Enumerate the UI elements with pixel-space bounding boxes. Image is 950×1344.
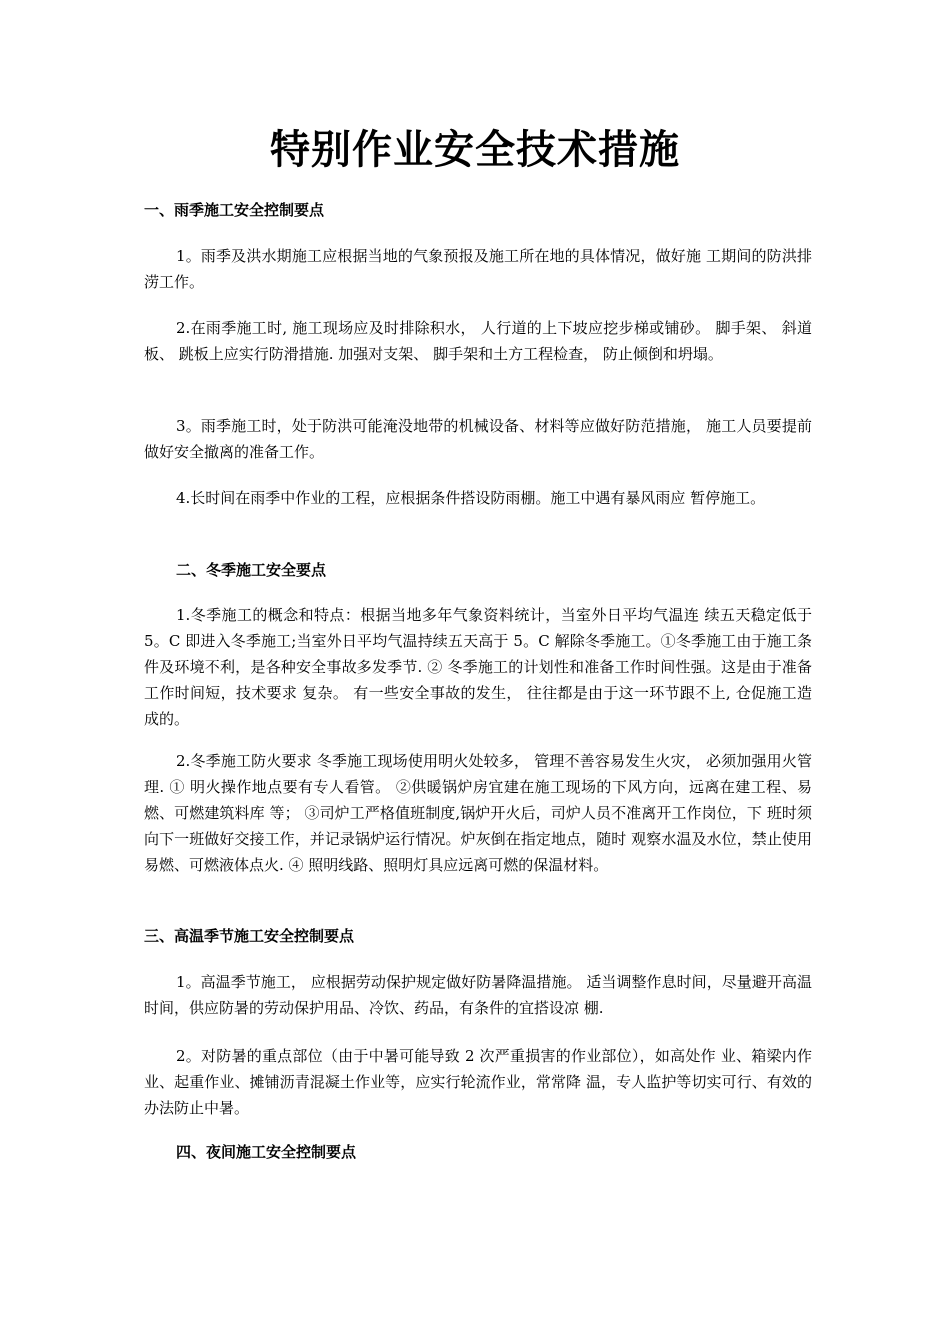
document-title: 特别作业安全技术措施 [270,127,680,173]
paragraph-winter-2: 2.冬季施工防火要求 冬季施工现场使用明火处较多， 管理不善容易发生火灾， 必须加强用火管理. ① 明火操作地点要有专人看管。 ②供暖锅炉房宜建在施工现场的下风方向，远离在建工程、易燃、可燃建筑料库 等； ③司炉工严格值班制度,锅炉开火后，司炉人员不准离开工作岗位，下 班时须向下一班做好交接工作，并记录锅炉运行情况。炉灰倒在指定地点，随时 观察水温及水位，禁止使用易燃、可燃液体点火. ④ 照明线路、照明灯具应远离可燃的保温材料。 [144,752,812,874]
section-heading-winter: 二、冬季施工安全要点 [176,561,327,579]
paragraph-heat-2: 2。对防暑的重点部位（由于中暑可能导致 2 次严重损害的作业部位），如高处作 业、箱梁内作业、起重作业、摊铺沥青混凝土作业等，应实行轮流作业，常常降 温，专人监护等切实可行、有效的办法防止中暑。 [144,1047,812,1117]
section-heading-high-temperature: 三、高温季节施工安全控制要点 [144,927,355,945]
paragraph-rainy-4: 4.长时间在雨季中作业的工程，应根据条件搭设防雨棚。施工中遇有暴风雨应 暂停施工。 [176,489,766,507]
paragraph-heat-1: 1。高温季节施工， 应根据劳动保护规定做好防暑降温措施。 适当调整作息时间，尽量避开高温时间，供应防暑的劳动保护用品、冷饮、药品，有条件的宜搭设凉 棚. [144,973,812,1017]
paragraph-winter-1: 1.冬季施工的概念和特点：根据当地多年气象资料统计，当室外日平均气温连 续五天稳定低于 5。C 即进入冬季施工;当室外日平均气温持续五天高于 5。C 解除冬季施工。①冬季施工由于施工条件及环境不利，是各种安全事故多发季节. ② 冬季施工的计划性和准备工作时间性强。这是由于准备工作时间短，技术要求 复杂。 有一些安全事故的发生， 往往都是由于这一环节跟不上, 仓促施工造成的。 [144,606,812,728]
paragraph-rainy-2: 2.在雨季施工时, 施工现场应及时排除积水， 人行道的上下坡应挖步梯或铺砂。 脚手架、 斜道板、 跳板上应实行防滑措施. 加强对支架、 脚手架和土方工程检查， 防止倾倒和坍塌。 [144,319,812,363]
section-heading-rainy-season: 一、雨季施工安全控制要点 [144,201,325,219]
section-heading-night-work: 四、夜间施工安全控制要点 [176,1143,357,1161]
paragraph-rainy-3: 3。雨季施工时，处于防洪可能淹没地带的机械设备、材料等应做好防范措施， 施工人员要提前做好安全撤离的准备工作。 [144,417,812,461]
paragraph-rainy-1: 1。雨季及洪水期施工应根据当地的气象预报及施工所在地的具体情况，做好施 工期间的防洪排涝工作。 [144,247,812,291]
